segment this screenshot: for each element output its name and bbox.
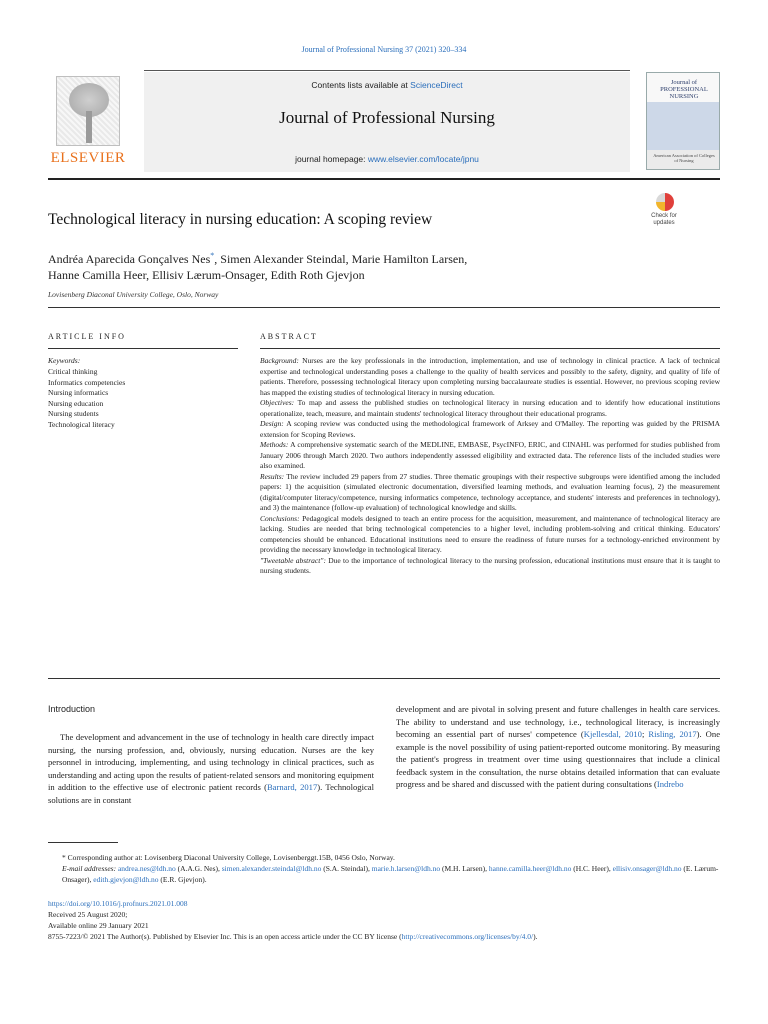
masthead [48,70,720,174]
right-para-text: development and are pivotal in solving present and future challenges in health care services. The ability to understand and use technology, i.e., technological literacy, is increasingly becoming an essential part of nurses' competence ( [396,704,720,739]
homepage-label: journal homepage: [295,154,368,164]
keywords-label: Keywords: [48,356,81,365]
affiliation-divider [48,307,720,308]
abstract-background [260,356,720,398]
results-text: The review included 29 papers from 27 studies. Three thematic groupings with their respective subgroups were identified among the included papers: 1) the acquisition (simulated electronic documentation, diversified learning methods, and evaluation learning focus), 2) the measurement (digital/computer literacy/competence, nursing informatics competence, technology acceptance, and students' interests and preferences in technology), and 3) the maintenance (follow-up evaluation) of technological knowledge and skills. [260,471,720,512]
email-link[interactable]: edith.gjevjon@ldh.no [93,875,159,884]
keywords-list [48,367,125,430]
article-info-heading: ARTICLE INFO [48,332,126,341]
email-addresses [48,863,720,885]
citation-link[interactable]: Barnard, 2017 [266,782,318,792]
email-link[interactable]: marie.h.larsen@ldh.no [371,864,441,873]
email-owner: (E. Lærum-Onsager), [62,864,719,884]
received-date: Received 25 August 2020; [48,910,128,919]
email-owner: (E.R. Gjevjon). [158,875,207,884]
conclusions-text: Pedagogical models designed to teach an entire process for the acquisition, measurement, and maintenance of technological literacy are lacking. Studies are needed that bring technological competencies to a higher level, including problem-solving and critical thinking. Educators' competencies should be enhanced. Educational institutions need to ensure the readiness of future nurses for a technology-enriched environment by providing the necessary knowledge in technological literacy. [260,513,720,554]
citation-separator: ; [641,729,649,739]
objectives-text: To map and assess the published studies on technological literacy in nursing education and to identify how educational institutions operationalize, teach, measure, and maintain students' technological literacy throughout their educational programs. [260,398,720,418]
sciencedirect-link[interactable]: ScienceDirect [410,80,463,90]
email-label: E-mail addresses: [62,864,117,873]
tree-logo-icon [56,76,120,146]
license-text: 8755-7223/© 2021 The Author(s). Published by Elsevier Inc. This is an open access article under the CC BY license ( [48,932,402,941]
authors-line-2: Hanne Camilla Heer, Ellisiv Lærum-Onsager, Edith Roth Gjevjon [48,268,365,282]
masthead-divider [48,178,720,180]
email-owner: (M.H. Larsen), [440,864,489,873]
author-first[interactable]: Andréa Aparecida Gonçalves Nes [48,252,211,266]
citation-link[interactable]: Risling, 2017 [648,729,697,739]
keyword-item: Critical thinking [48,367,98,376]
author-list [48,248,608,283]
methods-text: A comprehensive systematic search of the MEDLINE, EMBASE, PsycINFO, ERIC, and CINAHL was performed for studies published from January 2006 through March 2020. Two authors independently assessed eligibility and extracted data. The reference lists of the included studies were also examined. [260,440,720,470]
email-link[interactable]: andrea.nes@ldh.no [117,864,176,873]
design-label: Design: [260,419,284,428]
license-link[interactable]: http://creativecommons.org/licenses/by/4.0/ [401,932,534,941]
body-left-column [48,731,374,806]
journal-title: Journal of Professional Nursing [279,108,495,127]
contents-prefix: Contents lists available at [311,80,411,90]
license-suffix: ). [533,932,538,941]
email-link[interactable]: hanne.camilla.heer@ldh.no [488,864,572,873]
check-updates-label: Check for updates [651,213,677,226]
article-metadata [48,898,720,942]
tweetable-label: "Tweetable abstract": [260,555,326,565]
keyword-item: Nursing informatics [48,388,109,397]
abstract-heading: ABSTRACT [260,332,318,341]
elsevier-logo[interactable] [48,72,128,168]
citation-link[interactable]: Kjellesdal, 2010 [583,729,642,739]
homepage-line [144,154,630,164]
citation-link[interactable]: Indrebo [656,779,684,789]
footnotes [48,852,720,885]
abstract-rule [260,348,720,349]
header-rule [144,70,630,71]
homepage-link[interactable]: www.elsevier.com/locate/jpnu [367,154,479,164]
tree-trunk-icon [86,111,92,143]
elsevier-wordmark: ELSEVIER [50,150,126,166]
cover-subtitle: American Association of Colleges of Nursing [653,153,715,163]
contents-line [144,80,630,90]
abstract-conclusions [260,514,720,556]
footnote-rule [48,842,118,843]
available-date: Available online 29 January 2021 [48,921,149,930]
objectives-label: Objectives: [260,398,295,407]
background-text: Nurses are the key professionals in the introduction, implementation, and use of technology in clinical practice. A lack of technical expertise and technological understanding poses a challenge to the quality of health services and possibly to the safety, dignity, and quality of life of patients. Therefore, possessing technological literacy upon completing nursing baccalaureate studies is essential. However, no previous scoping review has mapped the existing studies of technological literacy in nursing education. [260,356,721,397]
journal-citation[interactable]: Journal of Professional Nursing 37 (2021) 320–334 [301,45,467,54]
abstract-design [260,419,720,440]
cover-title: Journal of PROFESSIONAL NURSING [660,79,708,100]
background-label: Background: [260,356,299,365]
abstract-body [260,356,720,577]
left-para-text-end: ). Technological solutions are in constant [48,782,374,805]
corresponding-author-mark[interactable]: * [210,251,215,260]
keyword-item: Nursing students [48,409,99,418]
results-label: Results: [260,471,285,481]
keyword-item: Nursing education [48,398,104,408]
right-para-text-cont: ). One example is the novel possibility of using patient-reported outcome monitoring. By measuring the patient's progress in treatment over time using questionnaires that include a clinical feedback system in the consultation, the nurse obtains detailed information that can evaluate progress and be shared and discussed with the patient during consultations ( [396,729,721,789]
left-para-text: The development and advancement in the use of technology in health care directly impact nursing, the nursing profession, and, obviously, nursing education. Nurses are the key personnel in introducing, implementing, and using technology in clinical practices, such as understanding and acting upon the results of patient-related sensors and monitoring equipment in addition to the effective use of electronic patient records ( [48,732,374,792]
authors-rest: , Simen Alexander Steindal, Marie Hamilton Larsen, [214,252,468,266]
email-link[interactable]: simen.alexander.steindal@ldh.no [221,864,322,873]
corresponding-author-note: * Corresponding author at: Lovisenberg Diaconal University College, Lovisenberggt.15B, 0456 Oslo, Norway. [62,853,395,862]
keyword-item: Informatics competencies [48,377,126,387]
conclusions-label: Conclusions: [260,513,300,523]
abstract-methods [260,440,720,472]
email-owner: (S.A. Steindal), [321,864,372,873]
email-link[interactable]: ellisiv.onsager@ldh.no [612,864,682,873]
journal-cover-thumbnail[interactable] [646,72,720,170]
email-owner: (H.C. Heer), [571,864,613,873]
email-owner: (A.A.G. Nes), [175,864,222,873]
keyword-item: Technological literacy [48,419,115,429]
license-line [48,931,720,942]
abstract-results [260,472,720,514]
article-title: Technological literacy in nursing education: A scoping review [48,211,433,228]
check-updates-icon [656,193,674,211]
abstract-objectives [260,398,720,419]
abstract-tweetable [260,556,720,577]
article-info-rule [48,348,238,349]
journal-header-box [144,72,630,172]
methods-label: Methods: [260,440,289,449]
doi-link[interactable]: https://doi.org/10.1016/j.profnurs.2021.01.008 [48,899,188,908]
design-text: A scoping review was conducted using the methodological framework of Arksey and O'Malley. The reporting was guided by the PRISMA extension for Scoping Reviews. [260,419,720,439]
tweetable-text: Due to the importance of technological literacy to the nursing profession, educational institutions must ensure that it is taught to nursing students. [260,555,721,575]
affiliation: Lovisenberg Diaconal University College, Oslo, Norway [48,290,219,299]
introduction-heading: Introduction [48,704,96,714]
body-right-column [396,703,720,791]
abstract-bottom-rule [48,678,720,679]
check-for-updates-button[interactable] [644,193,684,231]
